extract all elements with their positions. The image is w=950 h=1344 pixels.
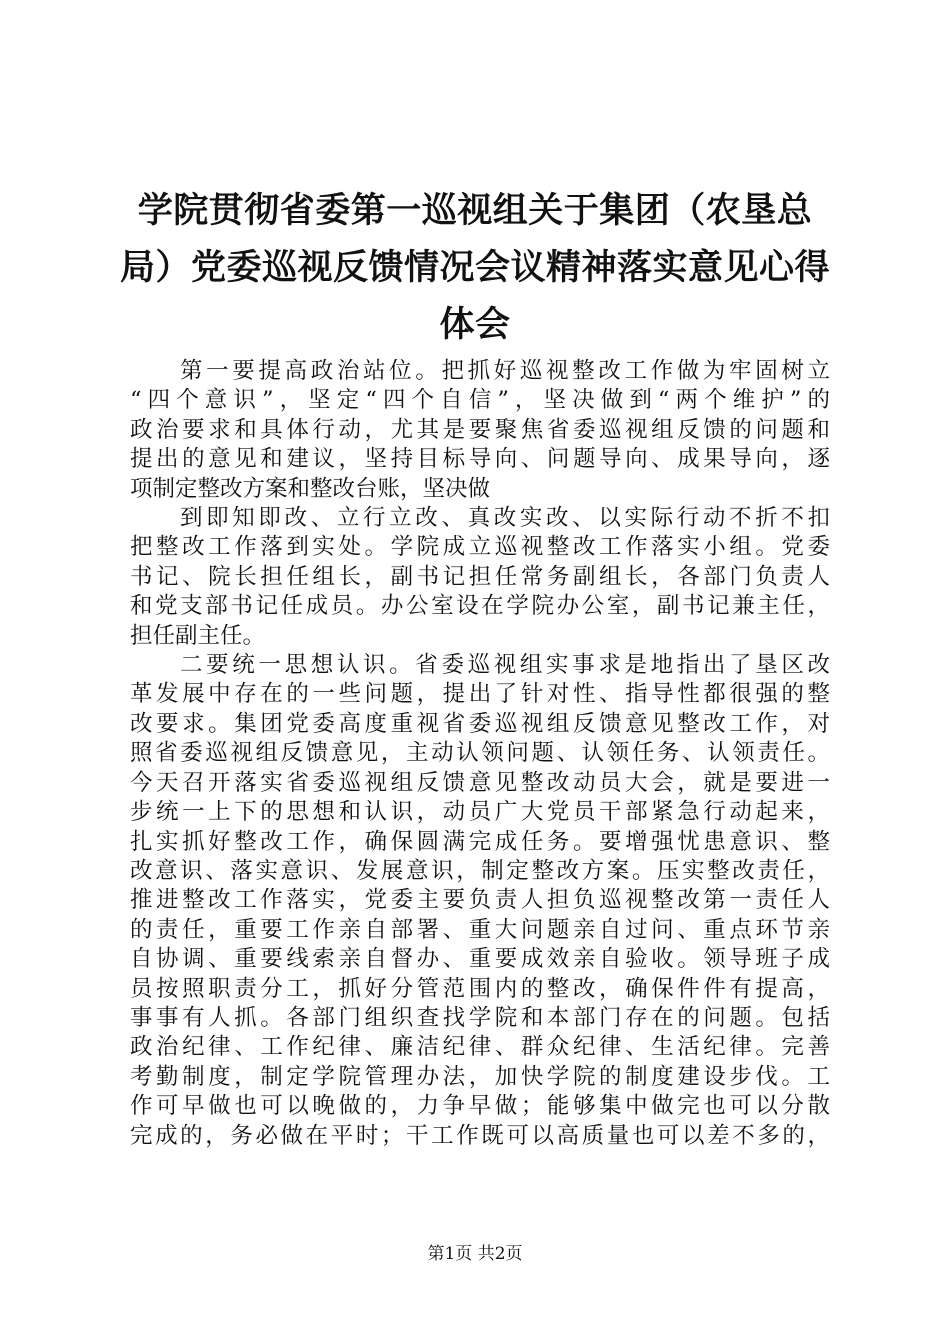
title-line: 体会 (439, 305, 511, 345)
text-line: 考勤制度，制定学院管理办法，加快学院的制度建设步伐。工 (130, 1063, 830, 1090)
text-line: 书记、院长担任组长，副书记担任常务副组长，各部门负责人 (130, 563, 830, 590)
document-body (130, 357, 830, 1151)
text-line: 提出的意见和建议，坚持目标导向、问题导向、成果导向，逐 (130, 446, 830, 473)
text-line: 政治要求和具体行动，尤其是要聚焦省委巡视组反馈的问题和 (130, 416, 830, 443)
text-line: 改意识、落实意识、发展意识，制定整改方案。压实整改责任， (130, 857, 830, 884)
title-line: 学院贯彻省委第一巡视组关于集团（农垦总 (137, 191, 813, 231)
text-line: “四个意识”，坚定“四个自信”，坚决做到“两个维护”的 (130, 387, 830, 414)
text-line: 革发展中存在的一些问题，提出了针对性、指导性都很强的整 (130, 681, 830, 708)
paragraph-rectification-group (130, 504, 830, 651)
text-line: 和党支部书记任成员。办公室设在学院办公室，副书记兼主任， (130, 593, 830, 620)
document-title (120, 183, 830, 354)
text-line: 第一要提高政治站位。把抓好巡视整改工作做为牢固树立 (180, 358, 830, 384)
text-line: 二要统一思想认识。省委巡视组实事求是地指出了垦区改 (180, 652, 830, 679)
text-line: 照省委巡视组反馈意见，主动认领问题、认领任务、认领责任。 (130, 740, 830, 767)
text-line: 到即知即改、立行立改、真改实改、以实际行动不折不扣 (180, 505, 830, 532)
text-line: 改要求。集团党委高度重视省委巡视组反馈意见整改工作，对 (130, 710, 830, 737)
text-line: 政治纪律、工作纪律、廉洁纪律、群众纪律、生活纪律。完善 (130, 1034, 830, 1061)
paragraph-political-stance (130, 357, 830, 504)
text-line: 担任副主任。 (130, 622, 266, 649)
text-line: 今天召开落实省委巡视组反馈意见整改动员大会，就是要进一 (130, 769, 830, 796)
text-line: 完成的，务必做在平时；干工作既可以高质量也可以差不多的， (130, 1122, 830, 1149)
text-line: 扎实抓好整改工作，确保圆满完成任务。要增强忧患意识、整 (130, 828, 830, 855)
text-line: 步统一上下的思想和认识，动员广大党员干部紧急行动起来， (130, 799, 830, 826)
text-line: 作可早做也可以晚做的，力争早做；能够集中做完也可以分散 (130, 1093, 830, 1120)
text-line: 的责任，重要工作亲自部署、重大问题亲自过问、重点环节亲 (130, 916, 830, 943)
text-line: 推进整改工作落实，党委主要负责人担负巡视整改第一责任人 (130, 887, 830, 914)
text-line: 员按照职责分工，抓好分管范围内的整改，确保件件有提高， (130, 975, 830, 1002)
paragraph-unify-thinking (130, 651, 830, 1151)
page-number-footer: 第1页 共2页 (427, 1244, 523, 1264)
text-line: 项制定整改方案和整改台账，坚决做 (130, 475, 491, 502)
title-line: 局）党委巡视反馈情况会议精神落实意见心得 (120, 248, 831, 288)
text-line: 把整改工作落到实处。学院成立巡视整改工作落实小组。党委 (130, 534, 830, 561)
text-line: 事事有人抓。各部门组织查找学院和本部门存在的问题。包括 (130, 1004, 830, 1031)
text-line: 自协调、重要线索亲自督办、重要成效亲自验收。领导班子成 (130, 946, 830, 973)
